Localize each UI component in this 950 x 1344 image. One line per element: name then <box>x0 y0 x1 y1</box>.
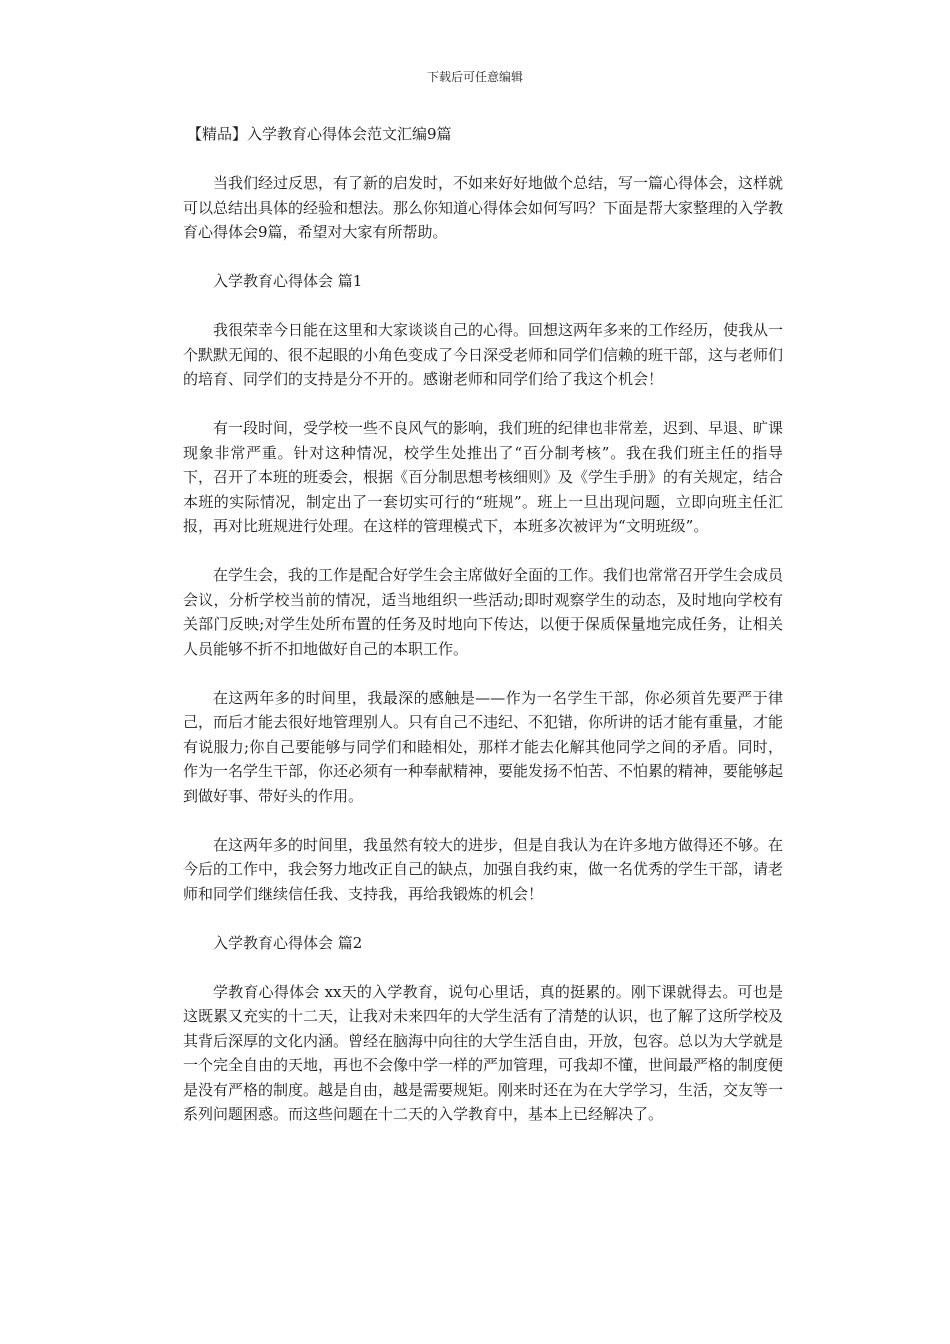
body-paragraph: 在学生会，我的工作是配合好学生会主席做好全面的工作。我们也常常召开学生会成员会议，分析学校当前的情况，适当地组织一些活动;即时观察学生的动态，及时地向学校有关部门反映;对学生处所布置的任务及时地向下传达，以便于保质保量地完成任务，让相关人员能够不折不扣地做好自己的本职工作。 <box>183 566 784 658</box>
body-paragraph: 我很荣幸今日能在这里和大家谈谈自己的心得。回想这两年多来的工作经历，使我从一个默默无闻的、很不起眼的小角色变成了今日深受老师和同学们信赖的班干部，这与老师们的培育、同学们的支持是分不开的。感谢老师和同学们给了我这个机会！ <box>183 321 784 388</box>
document-body <box>183 122 783 1127</box>
spacer <box>183 808 783 833</box>
spacer <box>183 955 783 980</box>
body-paragraph: 学教育心得体会 xx天的入学教育，说句心里话，真的挺累的。刚下课就得去。可也是这既累又充实的十二天，让我对未来四年的大学生活有了清楚的认识，也了解了这所学校及其背后深厚的文化内涵。曾经在脑海中向往的大学生活自由，开放，包容。总以为大学就是一个完全自由的天地，再也不会像中学一样的严加管理，可我却不懂，世间最严格的制度便是没有严格的制度。越是自由，越是需要规矩。刚来时还在为在大学学习，生活，交友等一系列问题困惑。而这些问题在十二天的入学教育中，基本上已经解决了。 <box>183 982 784 1123</box>
spacer <box>183 539 783 564</box>
document-title: 【精品】入学教育心得体会范文汇编9篇 <box>187 125 452 143</box>
spacer <box>183 392 783 417</box>
spacer <box>183 906 783 931</box>
spacer <box>183 147 783 172</box>
body-paragraph: 在这两年多的时间里，我虽然有较大的进步，但是自我认为在许多地方做得还不够。在今后的工作中，我会努力地改正自己的缺点，加强自我约束，做一名优秀的学生干部，请老师和同学们继续信任我、支持我，再给我锻炼的机会！ <box>183 835 784 903</box>
section-heading: 入学教育心得体会 篇1 <box>213 272 363 290</box>
body-paragraph: 有一段时间，受学校一些不良风气的影响，我们班的纪律也非常差，迟到、早退、旷课现象非常严重。针对这种情况，校学生处推出了“百分制考核”。我在我们班主任的指导下，召开了本班的班委会，根据《百分制思想考核细则》及《学生手册》的有关规定，结合本班的实际情况，制定出了一套切实可行的“班规”。班上一旦出现问题，立即向班主任汇报，再对比班规进行处理。在这样的管理模式下，本班多次被评为“文明班级”。 <box>183 419 784 535</box>
section-heading: 入学教育心得体会 篇2 <box>213 933 363 952</box>
body-paragraph: 在这两年多的时间里，我最深的感触是——作为一名学生干部，你必须首先要严于律己，而后才能去很好地管理别人。只有自己不违纪、不犯错，你所讲的话才能有重量，才能有说服力;你自己要能够与同学们和睦相处，那样才能去化解其他同学之间的矛盾。同时，作为一名学生干部，你还必须有一种奉献精神，要能发扬不怕苦、不怕累的精神，要能够起到做好事、带好头的作用。 <box>183 688 784 805</box>
spacer <box>183 661 783 686</box>
header-note: 下载后可任意编辑 <box>426 70 523 84</box>
spacer <box>183 245 783 270</box>
spacer <box>183 294 783 319</box>
intro-paragraph: 当我们经过反思，有了新的启发时，不如来好好地做个总结，写一篇心得体会，这样就可以总结出具体的经验和想法。那么你知道心得体会如何写吗？下面是帮大家整理的入学教育心得体会9篇，希望对大家有所帮助。 <box>183 174 784 241</box>
